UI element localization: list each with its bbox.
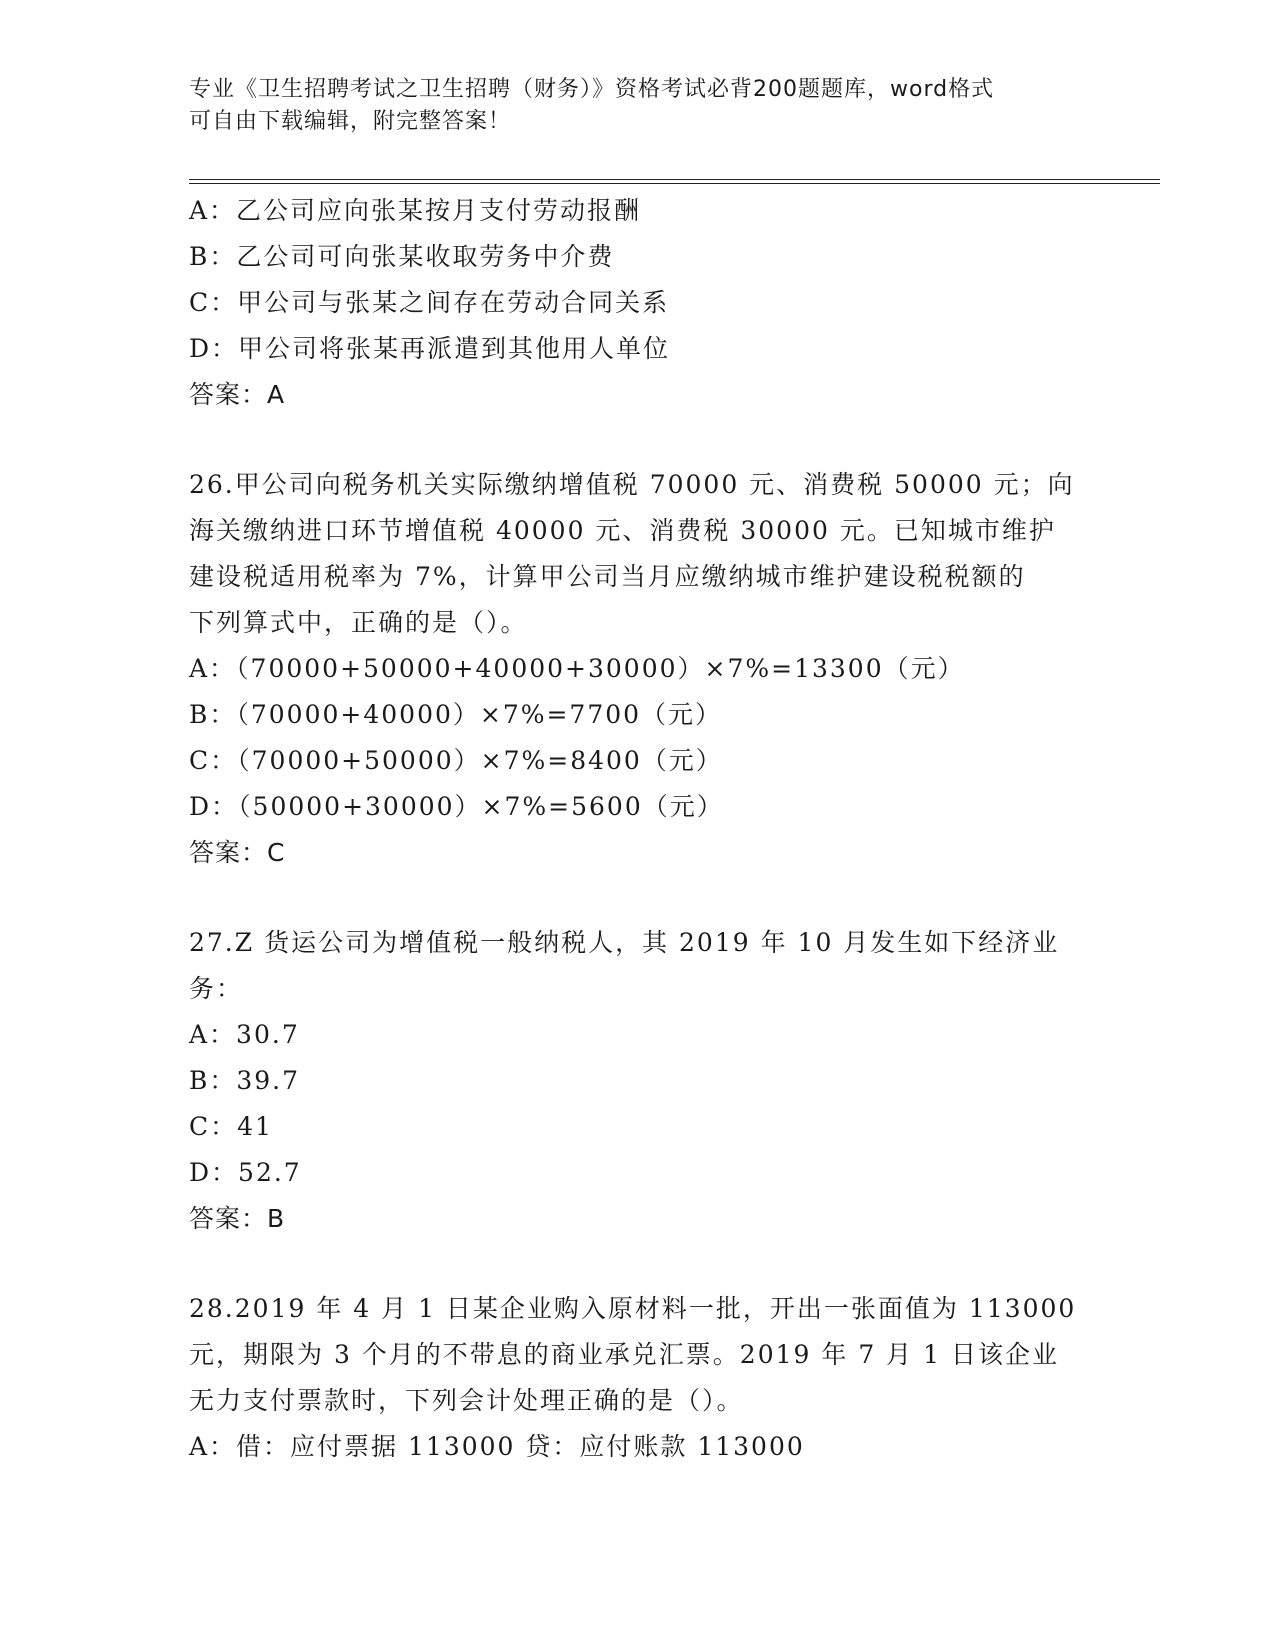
option-a: A：30.7 xyxy=(189,1020,300,1049)
document-header xyxy=(189,74,1069,138)
question-stem-line: 海关缴纳进口环节增值税 40000 元、消费税 30000 元。已知城市维护 xyxy=(189,516,1056,545)
question-stem-line: 务： xyxy=(189,974,244,1003)
question-stem-line: 无力支付票款时，下列会计处理正确的是（）。 xyxy=(189,1386,744,1415)
answer-line: 答案：A xyxy=(189,380,286,409)
header-divider-top xyxy=(189,179,1160,180)
question-stem-line: 下列算式中，正确的是（）。 xyxy=(189,608,528,637)
question-27 xyxy=(189,920,1079,1242)
answer-line: 答案：C xyxy=(189,838,286,867)
header-divider-bottom xyxy=(189,183,1160,184)
question-content xyxy=(189,188,1079,1470)
spacer xyxy=(189,1242,1079,1286)
spacer xyxy=(189,418,1079,462)
question-26 xyxy=(189,462,1079,876)
question-stem-line: 建设税适用税率为 7%，计算甲公司当月应缴纳城市维护建设税税额的 xyxy=(189,562,1026,591)
spacer xyxy=(189,876,1079,920)
header-line-2: 可自由下载编辑，附完整答案！ xyxy=(189,109,512,134)
answer-line: 答案：B xyxy=(189,1204,286,1233)
question-stem-line: 27.Z 货运公司为增值税一般纳税人，其 2019 年 10 月发生如下经济业 xyxy=(189,928,1060,957)
option-c: C：41 xyxy=(189,1112,273,1141)
option-d: D：甲公司将张某再派遣到其他用人单位 xyxy=(189,334,671,363)
option-a: A：（70000+50000+40000+30000）×7%=13300（元） xyxy=(189,654,965,683)
question-28 xyxy=(189,1286,1079,1470)
option-b: B：乙公司可向张某收取劳务中介费 xyxy=(189,242,615,271)
option-c: C：（70000+50000）×7%=8400（元） xyxy=(189,746,723,775)
option-a: A：乙公司应向张某按月支付劳动报酬 xyxy=(189,196,642,225)
option-b: B：39.7 xyxy=(189,1066,301,1095)
option-d: D：（50000+30000）×7%=5600（元） xyxy=(189,792,724,821)
question-stem-line: 元，期限为 3 个月的不带息的商业承兑汇票。2019 年 7 月 1 日该企业 xyxy=(189,1340,1059,1369)
option-b: B：（70000+40000）×7%=7700（元） xyxy=(189,700,723,729)
option-c: C：甲公司与张某之间存在劳动合同关系 xyxy=(189,288,670,317)
header-line-1: 专业《卫生招聘考试之卫生招聘（财务）》资格考试必背200题题库，word格式 xyxy=(189,77,995,102)
question-stem-line: 26.甲公司向税务机关实际缴纳增值税 70000 元、消费税 50000 元；向 xyxy=(189,470,1075,499)
option-a: A：借：应付票据 113000 贷：应付账款 113000 xyxy=(189,1432,805,1461)
question-25 xyxy=(189,188,1079,418)
option-d: D：52.7 xyxy=(189,1158,302,1187)
question-stem-line: 28.2019 年 4 月 1 日某企业购入原材料一批，开出一张面值为 113000 xyxy=(189,1294,1077,1323)
